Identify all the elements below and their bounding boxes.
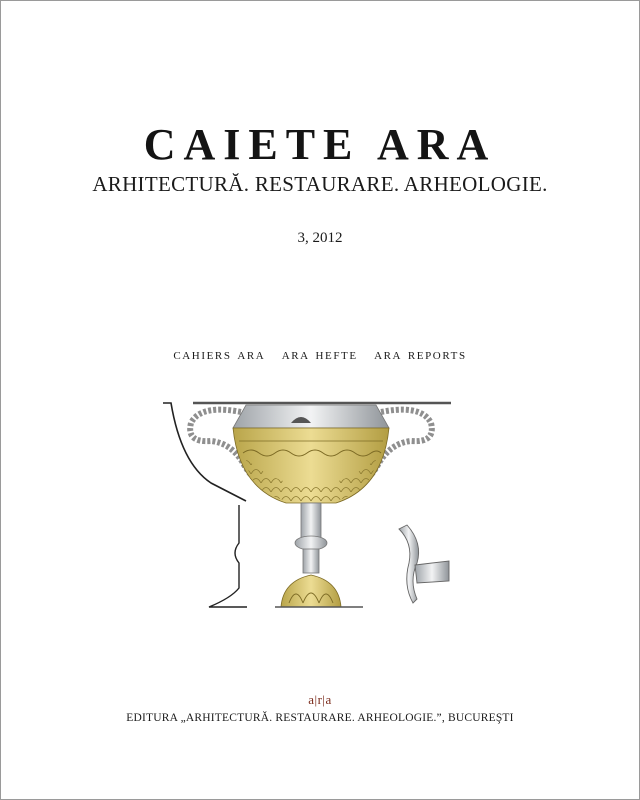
- kantharos-cup-illustration: [151, 393, 471, 623]
- translation-german: ARA HEFTE: [281, 350, 358, 362]
- handle-fragment: [399, 525, 419, 603]
- profile-section-line: [163, 403, 246, 501]
- translation-english: ARA REPORTS: [374, 350, 467, 362]
- publisher-logo: a|r|a: [308, 692, 332, 707]
- journal-subtitle: ARHITECTURĂ. RESTAURARE. ARHEOLOGIE.: [92, 172, 548, 196]
- journal-title: CAIETE ARA: [143, 120, 497, 169]
- cup-foot-gold: [281, 575, 341, 607]
- issue-number: 3, 2012: [297, 230, 343, 246]
- translation-french: CAHIERS ARA: [173, 350, 266, 362]
- title-translations: [1, 350, 639, 362]
- profile-section-foot: [209, 505, 247, 607]
- publisher-line: EDITURA „ARHITECTURĂ. RESTAURARE. ARHEOLOGIE.”, BUCUREŞTI: [126, 712, 514, 724]
- bowl-rim: [233, 405, 389, 428]
